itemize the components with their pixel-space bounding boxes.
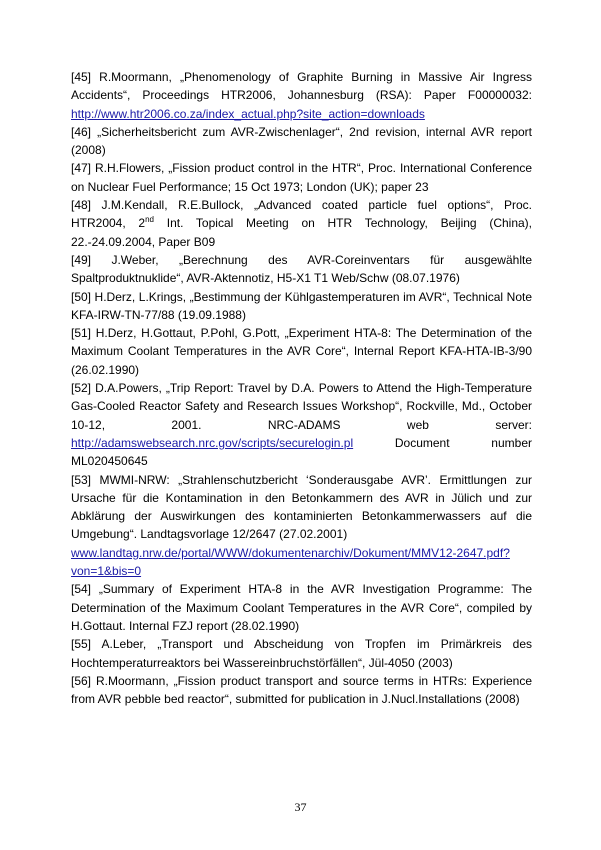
reference-54 — [71, 580, 532, 635]
reference-text: [53] MWMI-NRW: „Strahlenschutzbericht ‘Sonderausgabe AVR’. Ermittlungen zur Ursache für die Kontamination in den Betonkammern des AVR in Jülich und zur Abklärung der Auswirkungen des kontaminierten Betonkammerwassers auf die Umgebung“. Landtagsvorlage 12/2647 (27.02.2001) — [71, 472, 532, 542]
reference-45 — [71, 68, 532, 123]
reference-55 — [71, 635, 532, 672]
reference-text: [47] R.H.Flowers, „Fission product control in the HTR“, Proc. International Conference on Nuclear Fuel Performance; 15 Oct 1973; London (UK); paper 23 — [71, 161, 532, 194]
reference-link[interactable]: www.landtag.nrw.de/portal/WWW/dokumentenarchiv/Dokument/MMV12-2647.pdf?von=1&bis=0 — [71, 545, 510, 579]
reference-text: [54] „Summary of Experiment HTA-8 in the AVR Investigation Programme: The Determination of the Maximum Coolant Temperatures in the AVR Core“, compiled by H.Gottaut. Internal FZJ report (28.02.1990) — [71, 582, 532, 633]
reference-48 — [71, 196, 532, 251]
reference-text: [52] D.A.Powers, „Trip Report: Travel by D.A. Powers to Attend the High-Temperature Gas-Cooled Reactor Safety and Research Issues Workshop“, Rockville, Md., October 10-12, 2001. NRC-ADAMS web server: — [71, 381, 532, 432]
reference-text-continued: Document number ML020450645 — [71, 435, 532, 469]
reference-text: [56] R.Moormann, „Fission product transport and source terms in HTRs: Experience from AVR pebble bed reactor“, submitted for publication in J.Nucl.Installations (2008) — [71, 673, 532, 707]
reference-56 — [71, 672, 532, 709]
reference-list — [71, 68, 532, 708]
reference-link[interactable]: http://www.htr2006.co.za/index_actual.php?site_action=downloads — [71, 106, 425, 121]
reference-link[interactable]: http://adamswebsearch.nrc.gov/scripts/securelogin.pl — [71, 435, 354, 450]
reference-53 — [71, 471, 532, 581]
reference-49 — [71, 251, 532, 288]
reference-text: [45] R.Moormann, „Phenomenology of Graphite Burning in Massive Air Ingress Accidents“, Proceedings HTR2006, Johannesburg (RSA): Paper F00000032: — [71, 70, 532, 103]
reference-51 — [71, 324, 532, 379]
reference-text: [46] „Sicherheitsbericht zum AVR-Zwischenlager“, 2nd revision, internal AVR report (2008) — [71, 124, 532, 158]
reference-text: [51] H.Derz, H.Gottaut, P.Pohl, G.Pott, „Experiment HTA-8: The Determination of the Maximum Coolant Temperatures in the AVR Core“, Internal Report KFA-HTA-IB-3/90 (26.02.1990) — [71, 326, 532, 377]
reference-50 — [71, 288, 532, 325]
reference-text: [50] H.Derz, L.Krings, „Bestimmung der Kühlgastemperaturen im AVR“, Technical Note KFA-IRW-TN-77/88 (19.09.1988) — [71, 289, 532, 322]
reference-text: [55] A.Leber, „Transport und Abscheidung von Tropfen im Primärkreis des Hochtemperaturreaktors bei Wassereinbruchstörfällen“, Jül-4050 (2003) — [71, 637, 532, 670]
reference-52 — [71, 379, 532, 470]
reference-text-continued: Int. Topical Meeting on HTR Technology, Beijing (China), 22.-24.09.2004, Paper B09 — [71, 216, 533, 249]
reference-46 — [71, 123, 532, 160]
page-number: 37 — [294, 800, 307, 814]
reference-47 — [71, 159, 532, 196]
reference-text: [48] J.M.Kendall, R.E.Bullock, „Advanced coated particle fuel options“, Proc. HTR2004, 2 — [71, 198, 532, 231]
reference-text: [49] J.Weber, „Berechnung des AVR-Coreinventars für ausgewählte Spaltproduktnuklide“, AVR-Aktennotiz, H5-X1 T1 Web/Schw (08.07.1976) — [71, 252, 532, 286]
ordinal-superscript: nd — [145, 215, 155, 225]
